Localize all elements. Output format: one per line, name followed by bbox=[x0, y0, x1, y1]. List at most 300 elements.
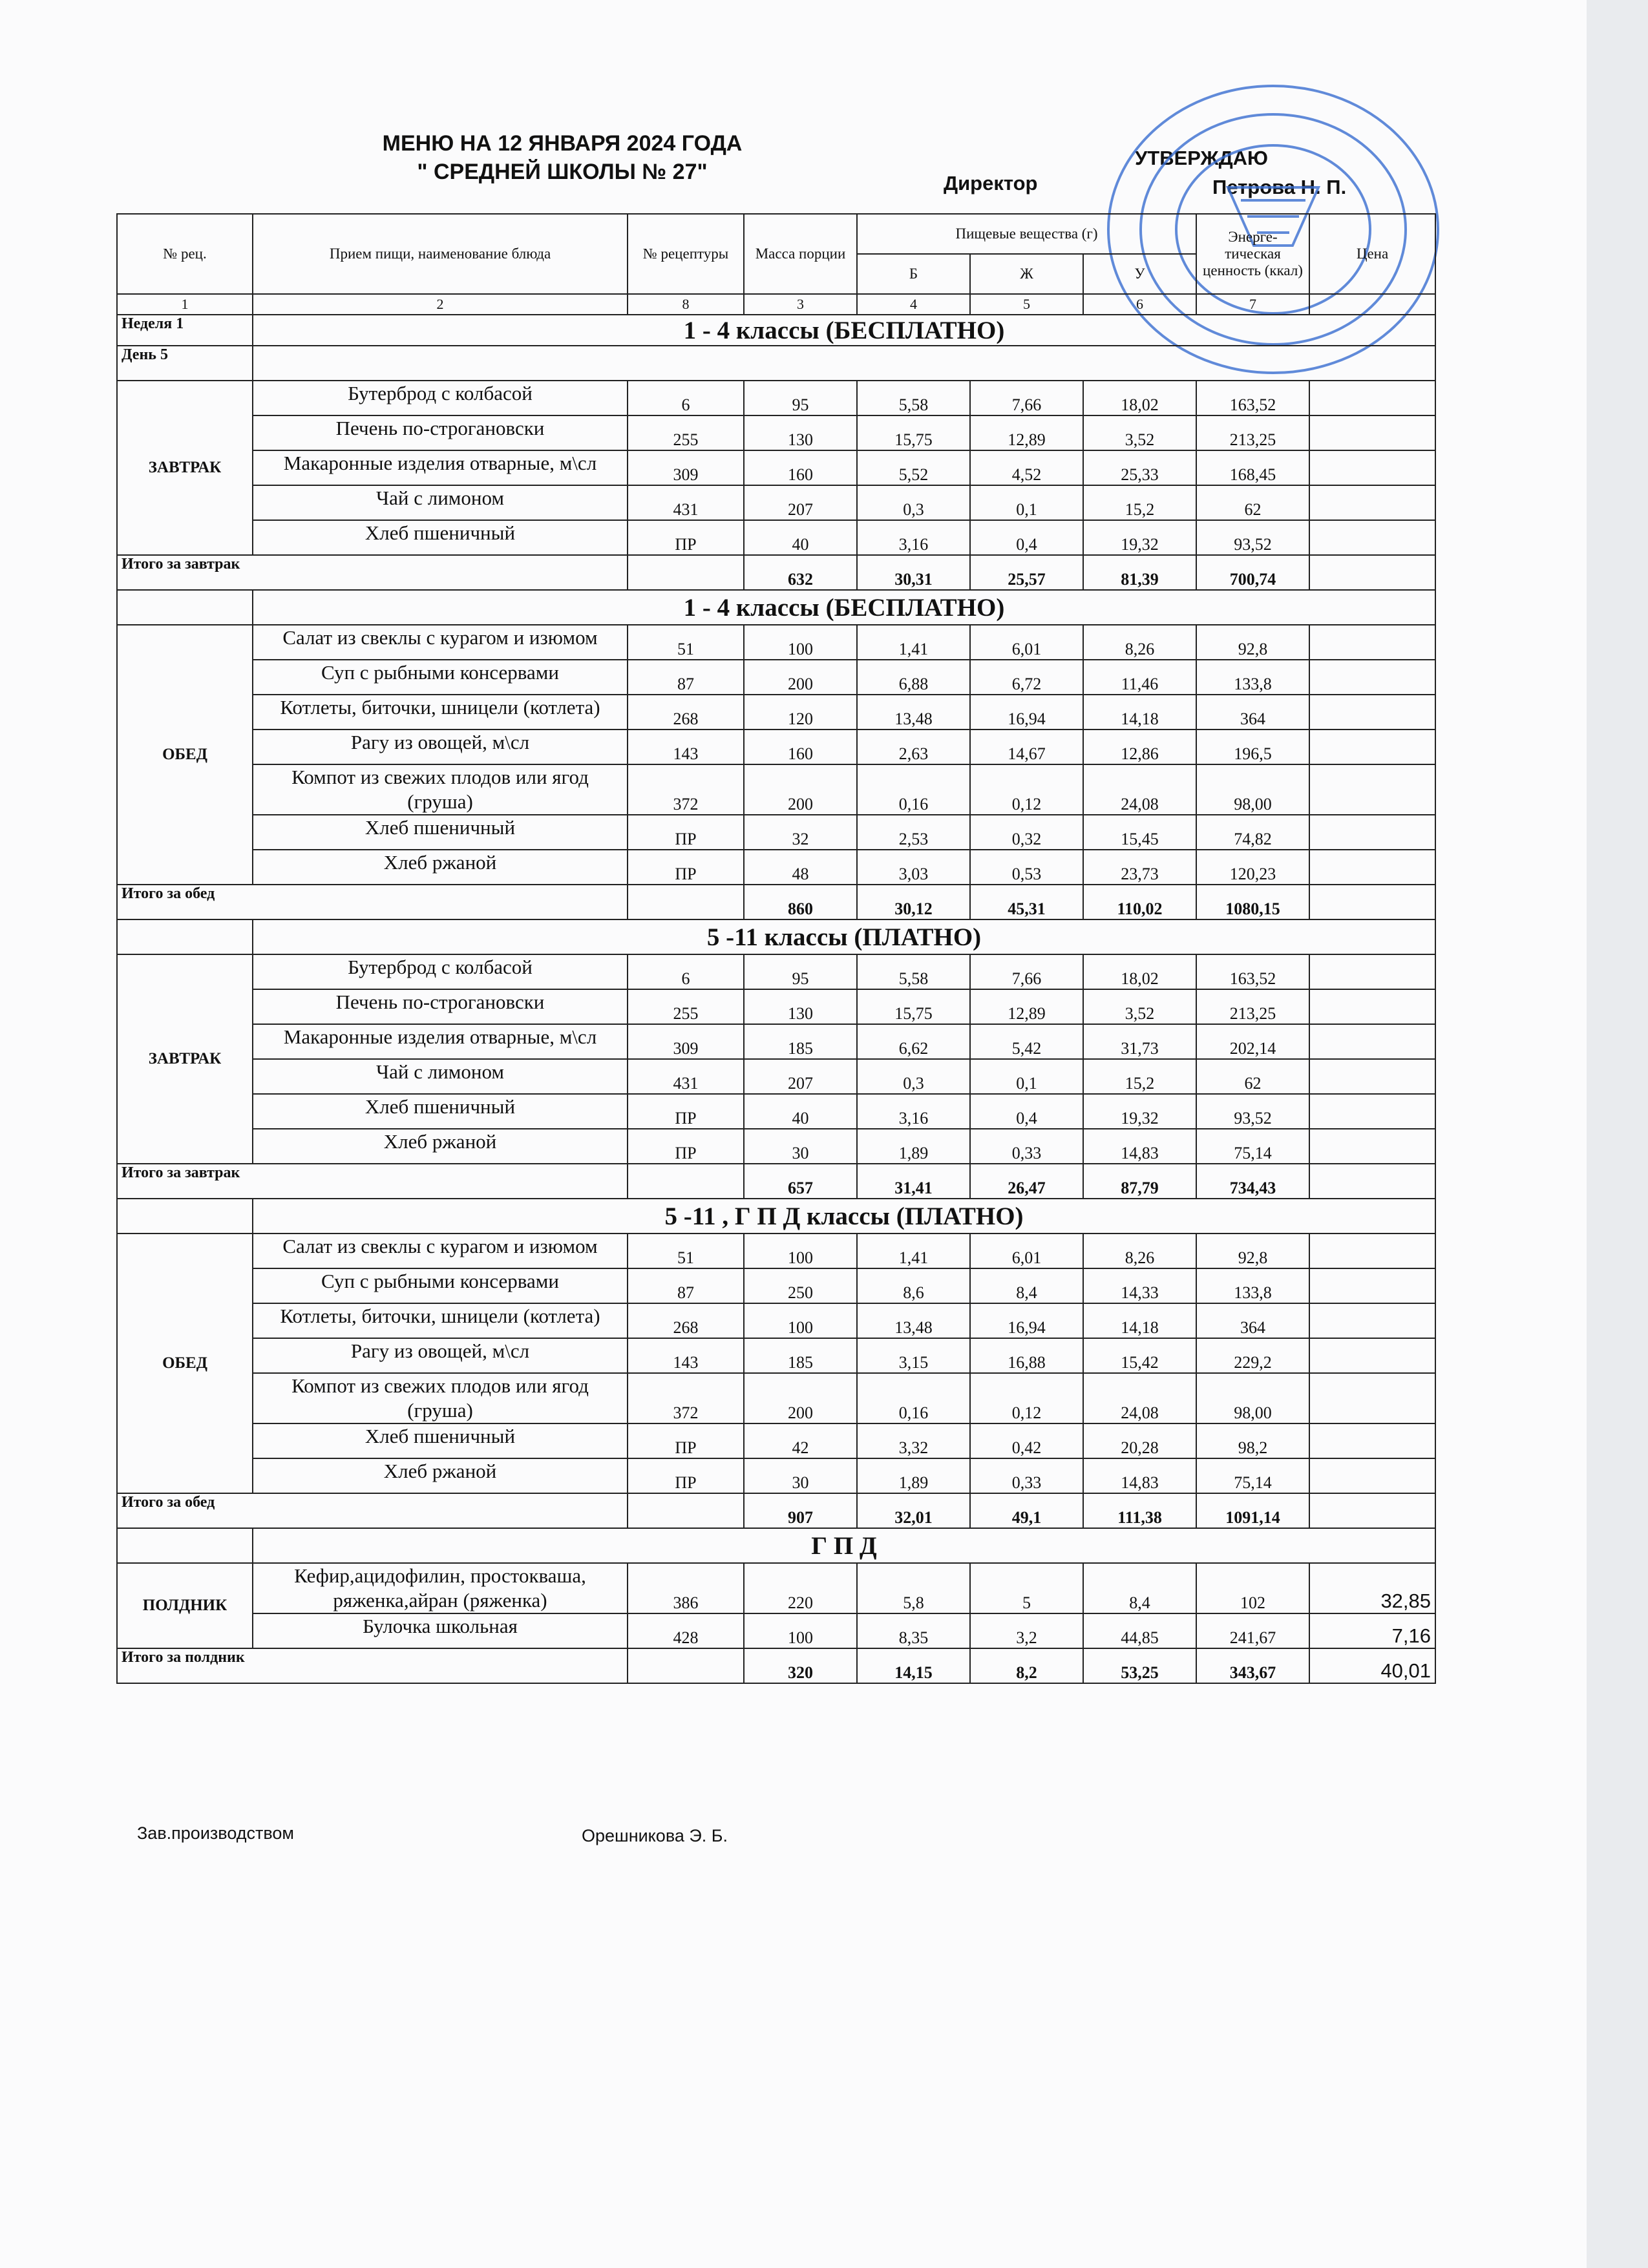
portion-mass: 95 bbox=[744, 381, 857, 415]
section-spacer bbox=[117, 590, 253, 625]
carbs: 14,33 bbox=[1083, 1268, 1196, 1303]
protein: 6,88 bbox=[857, 660, 970, 695]
price bbox=[1309, 485, 1435, 520]
header-nutrients: Пищевые вещества (г) bbox=[857, 214, 1196, 254]
table-row bbox=[117, 1373, 1435, 1423]
protein: 13,48 bbox=[857, 695, 970, 730]
header-b: Б bbox=[857, 254, 970, 294]
carbs: 19,32 bbox=[1083, 520, 1196, 555]
total-mass: 907 bbox=[744, 1493, 857, 1528]
portion-mass: 185 bbox=[744, 1338, 857, 1373]
fat: 8,4 bbox=[970, 1268, 1083, 1303]
portion-mass: 42 bbox=[744, 1423, 857, 1458]
protein: 0,3 bbox=[857, 485, 970, 520]
protein: 3,16 bbox=[857, 520, 970, 555]
portion-mass: 48 bbox=[744, 850, 857, 885]
dish-name: Котлеты, биточки, шницели (котлета) bbox=[253, 695, 628, 730]
recipe-no: ПР bbox=[628, 1129, 744, 1164]
recipe-no: 372 bbox=[628, 764, 744, 815]
fat: 0,33 bbox=[970, 1458, 1083, 1493]
fat: 0,33 bbox=[970, 1129, 1083, 1164]
approved-label: УТВЕРЖДАЮ bbox=[1135, 147, 1269, 169]
section-title-row bbox=[117, 1199, 1435, 1234]
energy-kcal: 75,14 bbox=[1196, 1129, 1309, 1164]
total-price bbox=[1309, 885, 1435, 919]
total-protein: 31,41 bbox=[857, 1164, 970, 1199]
header-u: У bbox=[1083, 254, 1196, 294]
dish-name: Чай с лимоном bbox=[253, 485, 628, 520]
meal-label: ЗАВТРАК bbox=[117, 954, 253, 1164]
energy-kcal: 102 bbox=[1196, 1563, 1309, 1613]
total-spacer bbox=[628, 1164, 744, 1199]
recipe-no: 268 bbox=[628, 695, 744, 730]
dish-name: Хлеб пшеничный bbox=[253, 520, 628, 555]
fat: 6,01 bbox=[970, 1234, 1083, 1268]
section-title-row bbox=[117, 590, 1435, 625]
fat: 16,94 bbox=[970, 1303, 1083, 1338]
section-title: 5 -11 классы (ПЛАТНО) bbox=[253, 919, 1435, 954]
total-row bbox=[117, 1493, 1435, 1528]
recipe-no: 428 bbox=[628, 1613, 744, 1648]
total-carbs: 81,39 bbox=[1083, 555, 1196, 590]
total-energy: 1080,15 bbox=[1196, 885, 1309, 919]
table-row bbox=[117, 815, 1435, 850]
price bbox=[1309, 1423, 1435, 1458]
section-title: 5 -11 , Г П Д классы (ПЛАТНО) bbox=[253, 1199, 1435, 1234]
table-row bbox=[117, 1303, 1435, 1338]
protein: 13,48 bbox=[857, 1303, 970, 1338]
dish-name: Печень по-строгановски bbox=[253, 989, 628, 1024]
total-energy: 343,67 bbox=[1196, 1648, 1309, 1683]
energy-kcal: 213,25 bbox=[1196, 415, 1309, 450]
recipe-no: ПР bbox=[628, 1423, 744, 1458]
carbs: 8,26 bbox=[1083, 625, 1196, 660]
price bbox=[1309, 520, 1435, 555]
section-title-row bbox=[117, 919, 1435, 954]
dish-name: Хлеб пшеничный bbox=[253, 1094, 628, 1129]
protein: 1,89 bbox=[857, 1129, 970, 1164]
table-row bbox=[117, 764, 1435, 815]
table-row bbox=[117, 1094, 1435, 1129]
dish-name: Макаронные изделия отварные, м\сл bbox=[253, 450, 628, 485]
energy-kcal: 229,2 bbox=[1196, 1338, 1309, 1373]
energy-kcal: 62 bbox=[1196, 485, 1309, 520]
section-title: 1 - 4 классы (БЕСПЛАТНО) bbox=[253, 315, 1435, 346]
portion-mass: 160 bbox=[744, 730, 857, 764]
column-index: 6 bbox=[1083, 294, 1196, 315]
dish-name: Салат из свеклы с курагом и изюмом bbox=[253, 625, 628, 660]
price bbox=[1309, 1059, 1435, 1094]
portion-mass: 130 bbox=[744, 989, 857, 1024]
fat: 7,66 bbox=[970, 381, 1083, 415]
energy-kcal: 202,14 bbox=[1196, 1024, 1309, 1059]
portion-mass: 120 bbox=[744, 695, 857, 730]
meal-label: ОБЕД bbox=[117, 625, 253, 885]
dish-name: Хлеб пшеничный bbox=[253, 815, 628, 850]
section-title: Г П Д bbox=[253, 1528, 1435, 1563]
carbs: 18,02 bbox=[1083, 381, 1196, 415]
recipe-no: 372 bbox=[628, 1373, 744, 1423]
fat: 5,42 bbox=[970, 1024, 1083, 1059]
table-row bbox=[117, 520, 1435, 555]
protein: 8,35 bbox=[857, 1613, 970, 1648]
carbs: 23,73 bbox=[1083, 850, 1196, 885]
carbs: 18,02 bbox=[1083, 954, 1196, 989]
recipe-no: 255 bbox=[628, 989, 744, 1024]
price bbox=[1309, 730, 1435, 764]
column-index: 2 bbox=[253, 294, 628, 315]
dish-name: Компот из свежих плодов или ягод (груша) bbox=[253, 1373, 628, 1423]
energy-kcal: 168,45 bbox=[1196, 450, 1309, 485]
table-row bbox=[117, 1059, 1435, 1094]
meal-label: ОБЕД bbox=[117, 1234, 253, 1493]
header-energy: Энерге-тическая ценность (ккал) bbox=[1196, 214, 1309, 294]
table-row bbox=[117, 1268, 1435, 1303]
total-label: Итого за завтрак bbox=[117, 555, 628, 590]
footer-name: Орешникова Э. Б. bbox=[582, 1826, 728, 1845]
total-label: Итого за завтрак bbox=[117, 1164, 628, 1199]
carbs: 31,73 bbox=[1083, 1024, 1196, 1059]
day-label: День 5 bbox=[117, 346, 253, 381]
table-row bbox=[117, 1423, 1435, 1458]
price bbox=[1309, 660, 1435, 695]
protein: 8,6 bbox=[857, 1268, 970, 1303]
energy-kcal: 213,25 bbox=[1196, 989, 1309, 1024]
protein: 5,58 bbox=[857, 954, 970, 989]
portion-mass: 30 bbox=[744, 1129, 857, 1164]
total-row bbox=[117, 1164, 1435, 1199]
recipe-no: 51 bbox=[628, 1234, 744, 1268]
dish-name: Печень по-строгановски bbox=[253, 415, 628, 450]
portion-mass: 200 bbox=[744, 1373, 857, 1423]
price: 32,85 bbox=[1309, 1563, 1435, 1613]
director-label: Директор bbox=[944, 172, 1038, 194]
price bbox=[1309, 1094, 1435, 1129]
recipe-no: 143 bbox=[628, 730, 744, 764]
section-title-row bbox=[117, 315, 1435, 346]
fat: 14,67 bbox=[970, 730, 1083, 764]
total-energy: 1091,14 bbox=[1196, 1493, 1309, 1528]
table-row bbox=[117, 1458, 1435, 1493]
header-recipe-no: № рецептуры bbox=[628, 214, 744, 294]
portion-mass: 30 bbox=[744, 1458, 857, 1493]
protein: 5,58 bbox=[857, 381, 970, 415]
fat: 12,89 bbox=[970, 989, 1083, 1024]
energy-kcal: 92,8 bbox=[1196, 1234, 1309, 1268]
recipe-no: 87 bbox=[628, 1268, 744, 1303]
total-carbs: 53,25 bbox=[1083, 1648, 1196, 1683]
carbs: 8,4 bbox=[1083, 1563, 1196, 1613]
fat: 0,12 bbox=[970, 1373, 1083, 1423]
portion-mass: 100 bbox=[744, 625, 857, 660]
carbs: 20,28 bbox=[1083, 1423, 1196, 1458]
table-row bbox=[117, 850, 1435, 885]
recipe-no: 143 bbox=[628, 1338, 744, 1373]
portion-mass: 100 bbox=[744, 1234, 857, 1268]
recipe-no: ПР bbox=[628, 815, 744, 850]
header-rec-no: № рец. bbox=[117, 214, 253, 294]
fat: 0,12 bbox=[970, 764, 1083, 815]
protein: 3,32 bbox=[857, 1423, 970, 1458]
recipe-no: 6 bbox=[628, 954, 744, 989]
protein: 2,53 bbox=[857, 815, 970, 850]
energy-kcal: 98,00 bbox=[1196, 764, 1309, 815]
total-spacer bbox=[628, 885, 744, 919]
menu-title-line2: " СРЕДНЕЙ ШКОЛЫ № 27" bbox=[417, 160, 708, 184]
protein: 1,41 bbox=[857, 1234, 970, 1268]
recipe-no: ПР bbox=[628, 520, 744, 555]
portion-mass: 220 bbox=[744, 1563, 857, 1613]
energy-kcal: 98,00 bbox=[1196, 1373, 1309, 1423]
total-spacer bbox=[628, 1493, 744, 1528]
protein: 1,41 bbox=[857, 625, 970, 660]
total-mass: 860 bbox=[744, 885, 857, 919]
table-row bbox=[117, 1129, 1435, 1164]
portion-mass: 32 bbox=[744, 815, 857, 850]
meal-label: ПОЛДНИК bbox=[117, 1563, 253, 1648]
carbs: 14,83 bbox=[1083, 1458, 1196, 1493]
column-index-empty bbox=[1309, 294, 1435, 315]
table-row bbox=[117, 695, 1435, 730]
table-row bbox=[117, 660, 1435, 695]
fat: 16,94 bbox=[970, 695, 1083, 730]
column-index: 1 bbox=[117, 294, 253, 315]
portion-mass: 207 bbox=[744, 1059, 857, 1094]
carbs: 3,52 bbox=[1083, 989, 1196, 1024]
total-row bbox=[117, 555, 1435, 590]
price bbox=[1309, 1303, 1435, 1338]
total-label: Итого за обед bbox=[117, 1493, 628, 1528]
price bbox=[1309, 1458, 1435, 1493]
table-row bbox=[117, 415, 1435, 450]
price bbox=[1309, 1024, 1435, 1059]
total-label: Итого за полдник bbox=[117, 1648, 628, 1683]
fat: 7,66 bbox=[970, 954, 1083, 989]
recipe-no: 309 bbox=[628, 450, 744, 485]
total-fat: 26,47 bbox=[970, 1164, 1083, 1199]
dish-name: Компот из свежих плодов или ягод (груша) bbox=[253, 764, 628, 815]
dish-name: Хлеб ржаной bbox=[253, 1458, 628, 1493]
fat: 4,52 bbox=[970, 450, 1083, 485]
price bbox=[1309, 381, 1435, 415]
scanner-background bbox=[1587, 0, 1648, 2268]
carbs: 44,85 bbox=[1083, 1613, 1196, 1648]
header-price: Цена bbox=[1309, 214, 1435, 294]
protein: 2,63 bbox=[857, 730, 970, 764]
table-row bbox=[117, 1613, 1435, 1648]
protein: 0,16 bbox=[857, 1373, 970, 1423]
portion-mass: 200 bbox=[744, 660, 857, 695]
energy-kcal: 133,8 bbox=[1196, 660, 1309, 695]
protein: 15,75 bbox=[857, 989, 970, 1024]
table-row bbox=[117, 730, 1435, 764]
price: 7,16 bbox=[1309, 1613, 1435, 1648]
carbs: 19,32 bbox=[1083, 1094, 1196, 1129]
price bbox=[1309, 415, 1435, 450]
fat: 0,1 bbox=[970, 1059, 1083, 1094]
section-spacer bbox=[117, 919, 253, 954]
protein: 3,16 bbox=[857, 1094, 970, 1129]
header-zh: Ж bbox=[970, 254, 1083, 294]
energy-kcal: 93,52 bbox=[1196, 520, 1309, 555]
header-mass: Масса порции bbox=[744, 214, 857, 294]
carbs: 3,52 bbox=[1083, 415, 1196, 450]
total-energy: 700,74 bbox=[1196, 555, 1309, 590]
price bbox=[1309, 1234, 1435, 1268]
total-carbs: 87,79 bbox=[1083, 1164, 1196, 1199]
fat: 0,1 bbox=[970, 485, 1083, 520]
dish-name: Рагу из овощей, м\сл bbox=[253, 1338, 628, 1373]
meal-label: ЗАВТРАК bbox=[117, 381, 253, 555]
dish-name: Рагу из овощей, м\сл bbox=[253, 730, 628, 764]
portion-mass: 95 bbox=[744, 954, 857, 989]
price bbox=[1309, 1338, 1435, 1373]
dish-name: Чай с лимоном bbox=[253, 1059, 628, 1094]
carbs: 15,45 bbox=[1083, 815, 1196, 850]
price bbox=[1309, 850, 1435, 885]
dish-name: Хлеб ржаной bbox=[253, 850, 628, 885]
dish-name: Бутерброд с колбасой bbox=[253, 954, 628, 989]
energy-kcal: 364 bbox=[1196, 695, 1309, 730]
table-row bbox=[117, 485, 1435, 520]
fat: 0,53 bbox=[970, 850, 1083, 885]
section-spacer bbox=[117, 1528, 253, 1563]
column-index: 8 bbox=[628, 294, 744, 315]
carbs: 14,18 bbox=[1083, 695, 1196, 730]
total-row bbox=[117, 1648, 1435, 1683]
protein: 5,8 bbox=[857, 1563, 970, 1613]
energy-kcal: 163,52 bbox=[1196, 381, 1309, 415]
dish-name: Макаронные изделия отварные, м\сл bbox=[253, 1024, 628, 1059]
carbs: 24,08 bbox=[1083, 1373, 1196, 1423]
total-price bbox=[1309, 555, 1435, 590]
carbs: 24,08 bbox=[1083, 764, 1196, 815]
fat: 6,01 bbox=[970, 625, 1083, 660]
carbs: 8,26 bbox=[1083, 1234, 1196, 1268]
price bbox=[1309, 625, 1435, 660]
energy-kcal: 163,52 bbox=[1196, 954, 1309, 989]
table-row bbox=[117, 625, 1435, 660]
price bbox=[1309, 954, 1435, 989]
carbs: 12,86 bbox=[1083, 730, 1196, 764]
portion-mass: 100 bbox=[744, 1613, 857, 1648]
fat: 6,72 bbox=[970, 660, 1083, 695]
portion-mass: 185 bbox=[744, 1024, 857, 1059]
protein: 3,03 bbox=[857, 850, 970, 885]
total-protein: 30,31 bbox=[857, 555, 970, 590]
energy-kcal: 93,52 bbox=[1196, 1094, 1309, 1129]
energy-kcal: 196,5 bbox=[1196, 730, 1309, 764]
fat: 3,2 bbox=[970, 1613, 1083, 1648]
protein: 0,16 bbox=[857, 764, 970, 815]
total-protein: 14,15 bbox=[857, 1648, 970, 1683]
dish-name: Котлеты, биточки, шницели (котлета) bbox=[253, 1303, 628, 1338]
fat: 12,89 bbox=[970, 415, 1083, 450]
fat: 0,4 bbox=[970, 520, 1083, 555]
menu-title bbox=[284, 129, 840, 186]
protein: 15,75 bbox=[857, 415, 970, 450]
total-protein: 30,12 bbox=[857, 885, 970, 919]
column-index: 4 bbox=[857, 294, 970, 315]
recipe-no: 6 bbox=[628, 381, 744, 415]
table-row bbox=[117, 954, 1435, 989]
day-label-row bbox=[117, 346, 1435, 381]
table-row bbox=[117, 1338, 1435, 1373]
section-spacer bbox=[117, 1199, 253, 1234]
energy-kcal: 75,14 bbox=[1196, 1458, 1309, 1493]
total-carbs: 111,38 bbox=[1083, 1493, 1196, 1528]
price bbox=[1309, 1129, 1435, 1164]
portion-mass: 200 bbox=[744, 764, 857, 815]
table-row bbox=[117, 450, 1435, 485]
header-dish: Прием пищи, наименование блюда bbox=[253, 214, 628, 294]
price bbox=[1309, 450, 1435, 485]
total-fat: 25,57 bbox=[970, 555, 1083, 590]
total-fat: 45,31 bbox=[970, 885, 1083, 919]
dish-name: Кефир,ацидофилин, простокваша, ряженка,айран (ряженка) bbox=[253, 1563, 628, 1613]
price bbox=[1309, 1268, 1435, 1303]
recipe-no: 268 bbox=[628, 1303, 744, 1338]
fat: 0,4 bbox=[970, 1094, 1083, 1129]
recipe-no: ПР bbox=[628, 850, 744, 885]
column-index: 7 bbox=[1196, 294, 1309, 315]
director-name: Петрова Н. П. bbox=[1212, 176, 1347, 198]
portion-mass: 40 bbox=[744, 520, 857, 555]
total-row bbox=[117, 885, 1435, 919]
recipe-no: 431 bbox=[628, 485, 744, 520]
recipe-no: 51 bbox=[628, 625, 744, 660]
fat: 16,88 bbox=[970, 1338, 1083, 1373]
column-index: 3 bbox=[744, 294, 857, 315]
dish-name: Булочка школьная bbox=[253, 1613, 628, 1648]
total-price bbox=[1309, 1493, 1435, 1528]
total-spacer bbox=[628, 555, 744, 590]
price bbox=[1309, 815, 1435, 850]
recipe-no: 386 bbox=[628, 1563, 744, 1613]
total-label: Итого за обед bbox=[117, 885, 628, 919]
protein: 1,89 bbox=[857, 1458, 970, 1493]
portion-mass: 40 bbox=[744, 1094, 857, 1129]
portion-mass: 207 bbox=[744, 485, 857, 520]
recipe-no: 431 bbox=[628, 1059, 744, 1094]
total-carbs: 110,02 bbox=[1083, 885, 1196, 919]
menu-table bbox=[116, 213, 1436, 1684]
carbs: 15,42 bbox=[1083, 1338, 1196, 1373]
energy-kcal: 62 bbox=[1196, 1059, 1309, 1094]
portion-mass: 250 bbox=[744, 1268, 857, 1303]
recipe-no: ПР bbox=[628, 1094, 744, 1129]
fat: 0,42 bbox=[970, 1423, 1083, 1458]
recipe-no: 255 bbox=[628, 415, 744, 450]
total-energy: 734,43 bbox=[1196, 1164, 1309, 1199]
carbs: 25,33 bbox=[1083, 450, 1196, 485]
price bbox=[1309, 1373, 1435, 1423]
recipe-no: 309 bbox=[628, 1024, 744, 1059]
energy-kcal: 120,23 bbox=[1196, 850, 1309, 885]
dish-name: Суп с рыбными консервами bbox=[253, 660, 628, 695]
dish-name: Бутерброд с колбасой bbox=[253, 381, 628, 415]
carbs: 14,83 bbox=[1083, 1129, 1196, 1164]
total-spacer bbox=[628, 1648, 744, 1683]
protein: 3,15 bbox=[857, 1338, 970, 1373]
column-index: 5 bbox=[970, 294, 1083, 315]
table-row bbox=[117, 1563, 1435, 1613]
fat: 5 bbox=[970, 1563, 1083, 1613]
table-row bbox=[117, 1234, 1435, 1268]
footer-role: Зав.производством bbox=[137, 1823, 294, 1843]
section-title-row bbox=[117, 1528, 1435, 1563]
total-price: 40,01 bbox=[1309, 1648, 1435, 1683]
